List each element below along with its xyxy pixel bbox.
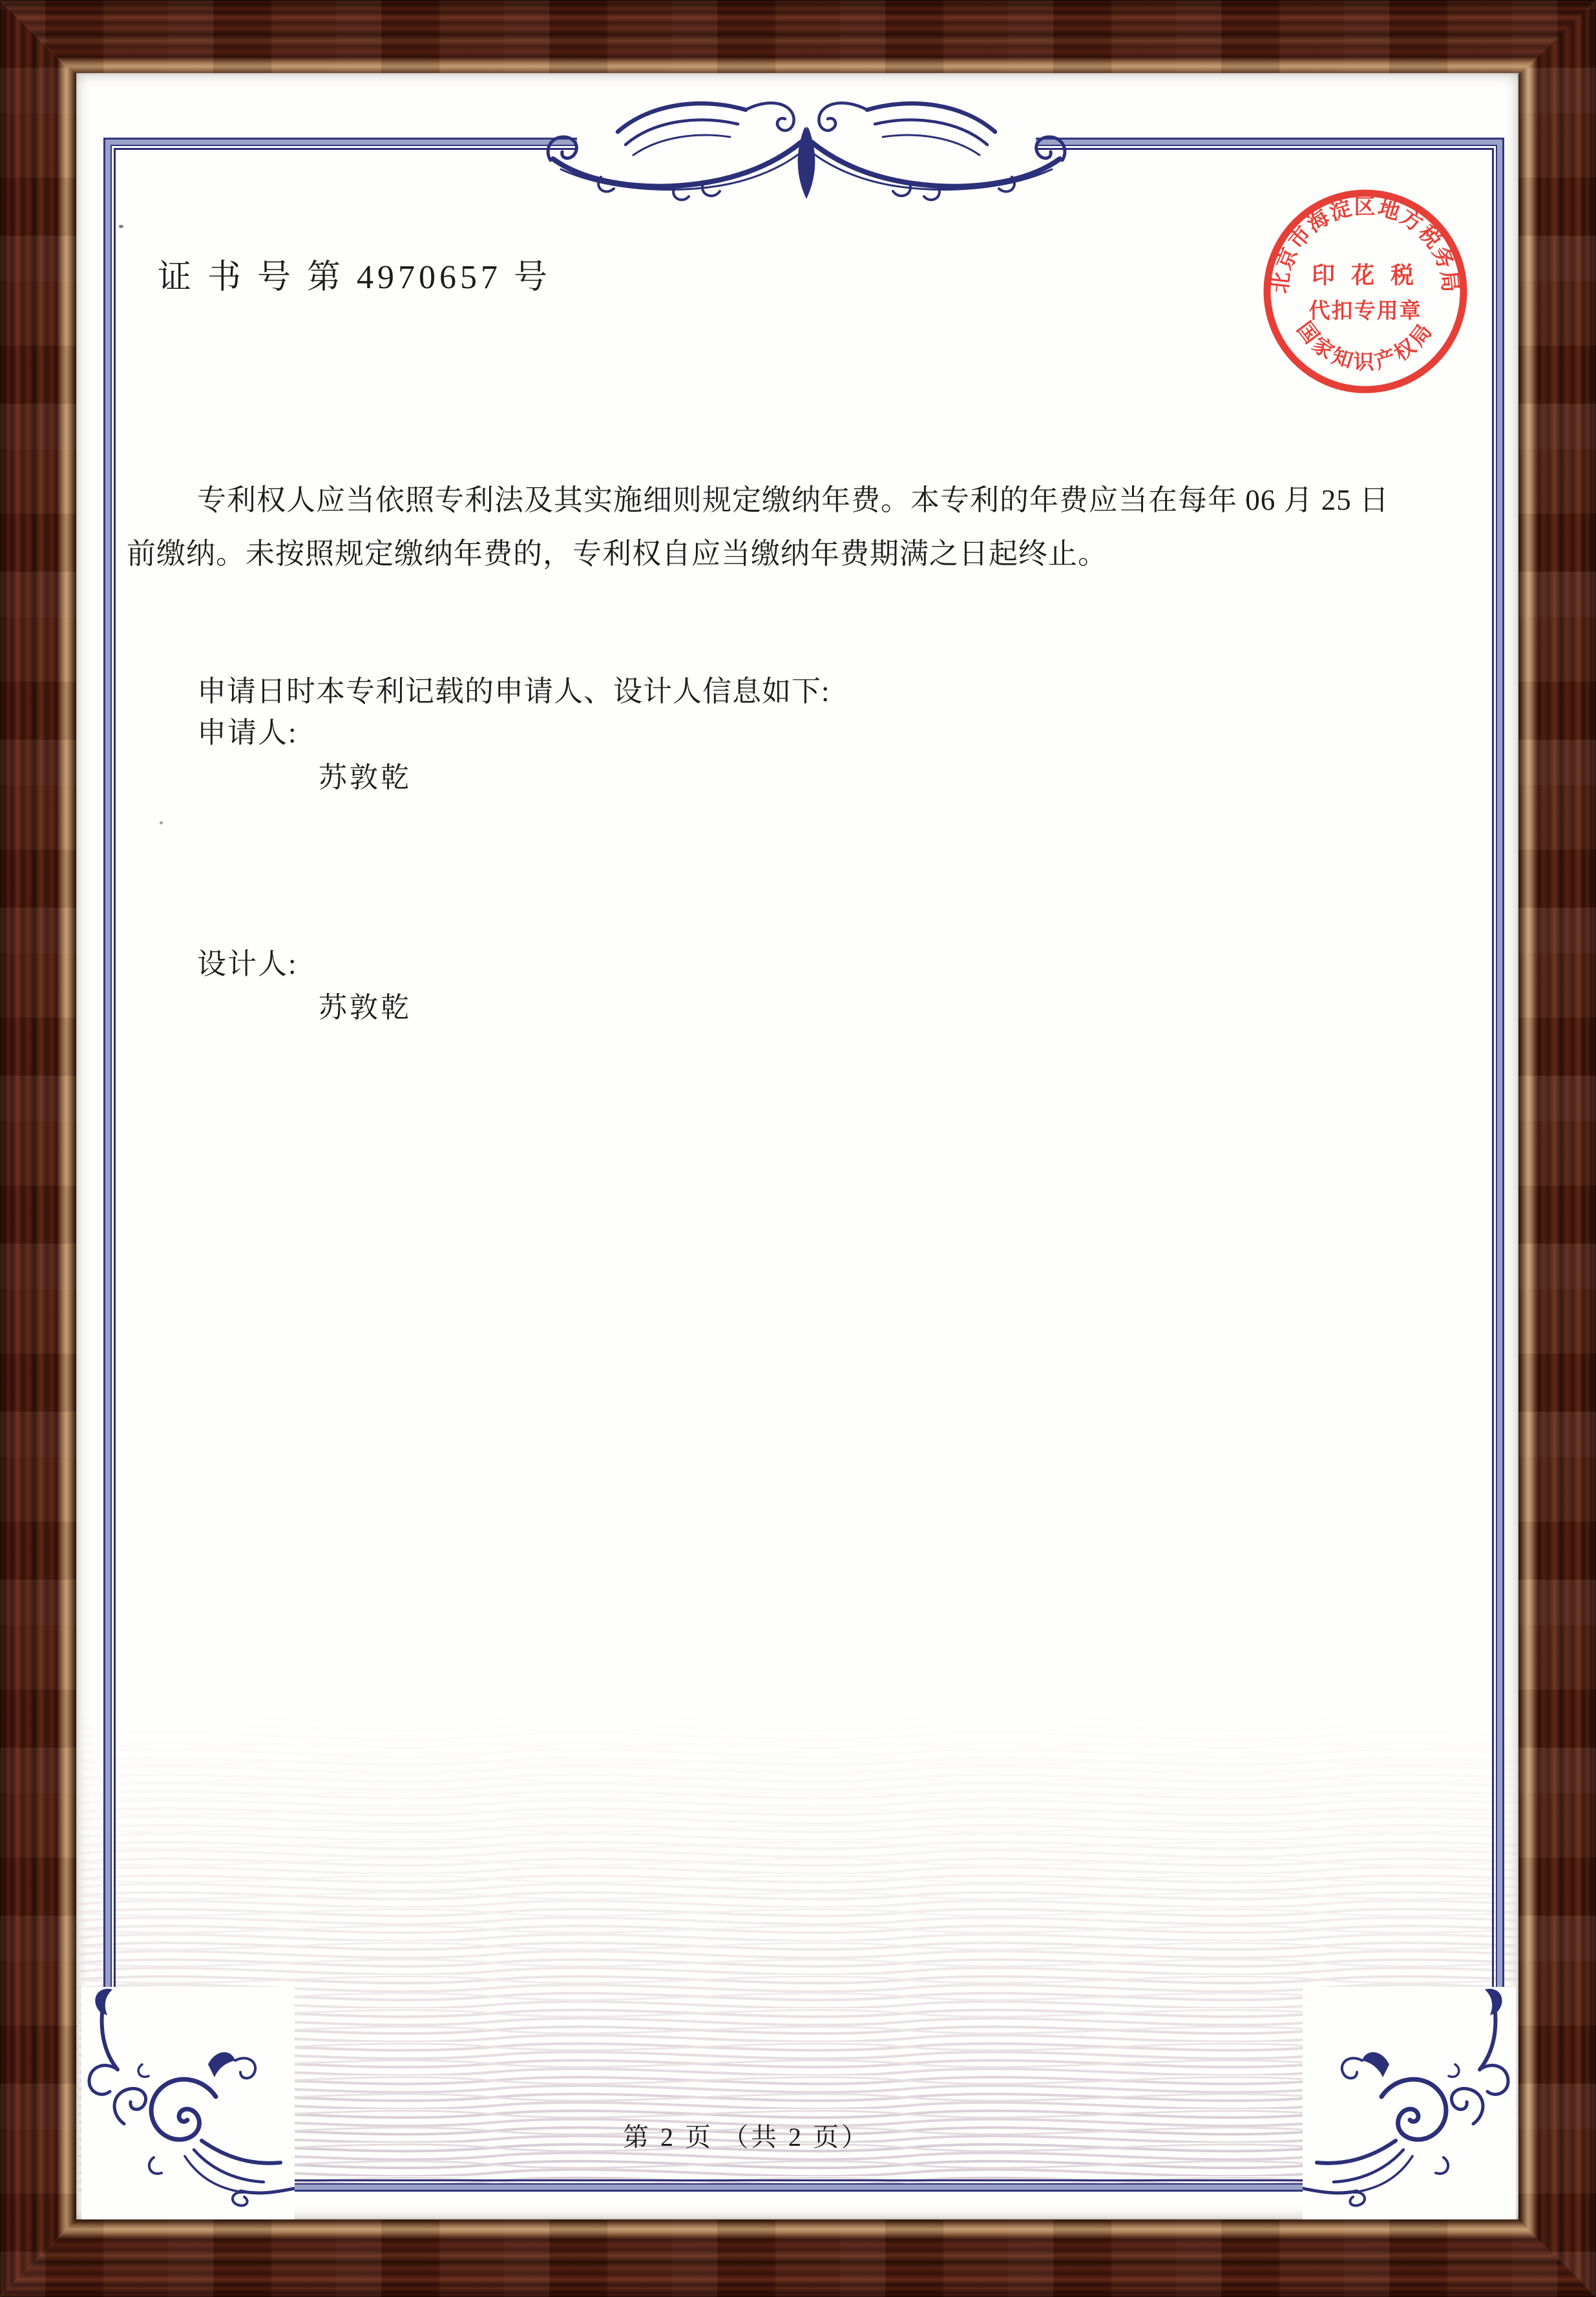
- seal-center-line2: 代扣专用章: [1308, 300, 1422, 323]
- ink-speck: [119, 225, 123, 228]
- designer-name: 苏敦乾: [319, 992, 412, 1023]
- certificate-number: 证 书 号 第 4970657 号: [158, 259, 552, 296]
- bottom-left-flourish-ornament: [81, 1987, 295, 2219]
- seal-top-arc-text: 北京市海淀区地方税务局: [1268, 195, 1462, 295]
- frame-right: [1518, 0, 1596, 2297]
- seal-bottom-arc-text: 国家知识产权局: [1292, 317, 1438, 374]
- designer-label: 设计人:: [197, 948, 298, 980]
- red-tax-seal: [1259, 185, 1472, 398]
- bottom-right-flourish-ornament: [1303, 1987, 1516, 2219]
- frame-left: [0, 0, 76, 2297]
- body-paragraph-line2: 前缴纳。未按照规定缴纳年费的，专利权自应当缴纳年费期满之日起终止。: [127, 538, 1108, 570]
- frame-bottom: [0, 2219, 1596, 2297]
- body-paragraph-line1: 专利权人应当依照专利法及其实施细则规定缴纳年费。本专利的年费应当在每年 06 月 25 日: [197, 484, 1390, 516]
- applicant-name: 苏敦乾: [319, 762, 412, 793]
- seal-center-line1: 印 花 税: [1311, 262, 1420, 288]
- applicant-label: 申请人:: [197, 717, 298, 749]
- frame-top: [0, 0, 1596, 76]
- info-heading: 申请日时本专利记载的申请人、设计人信息如下:: [197, 675, 830, 708]
- top-flourish-ornament: [541, 89, 1071, 205]
- ink-speck: [160, 821, 163, 824]
- page-number: 第 2 页 （共 2 页）: [623, 2123, 870, 2152]
- seal-graphics: [1267, 193, 1464, 390]
